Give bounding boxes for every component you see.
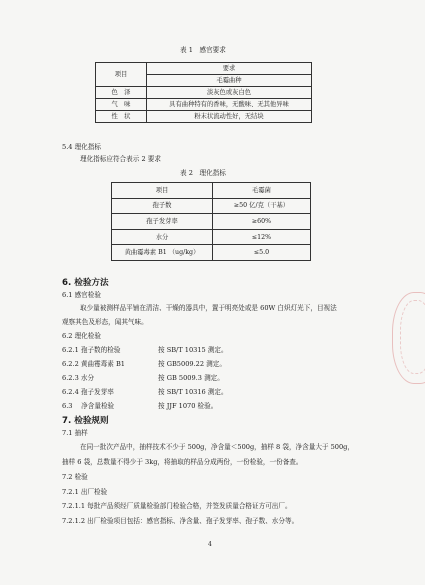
table1-row-item: 气 味	[96, 99, 147, 111]
page-number: 4	[208, 541, 212, 548]
test-item-label: 6.2.4 孢子发芽率	[62, 388, 114, 396]
table2-physicochemical-indicators	[111, 182, 311, 261]
section-7-heading: 7. 检验规则	[62, 416, 109, 426]
test-item-method: 按 SB/T 10315 测定。	[158, 346, 228, 354]
section-7-1-paragraph-line1: 在同一批次产品中，抽样技术不少于 500g，净含量＜500g，抽样 8 袋，净含量大于 500g，	[80, 443, 354, 451]
section-5-4-text: 理化指标应符合表示 2 要求	[80, 155, 161, 163]
table2-row-value: ≤12%	[213, 229, 311, 245]
test-item-label: 6.2.1 孢子数的检验	[62, 346, 121, 354]
section-5-4-heading: 5.4 理化指标	[62, 143, 101, 151]
test-item-label: 6.2.2 黄曲霉毒素 B1	[62, 360, 125, 368]
test-item-label: 6.3 净含量检验	[62, 402, 115, 410]
table2-head-item: 项目	[112, 183, 213, 199]
section-7-2-1-2-text: 7.2.1.2 出厂检验项目包括：感官指标、净含量、孢子发芽率、孢子数、水分等。	[62, 517, 299, 525]
table1-row-item: 性 状	[96, 111, 147, 123]
table1-row-value: 淡灰色或灰白色	[147, 87, 312, 99]
test-item-method: 按 SB/T 10316 测定。	[158, 388, 228, 396]
section-6-1-paragraph-line2: 观察其色及形态，闻其气味。	[62, 318, 148, 326]
table2-row-item: 孢子数	[112, 198, 213, 214]
table2-row-item: 孢子发芽率	[112, 214, 213, 230]
test-item-method: 按 JJF 1070 检验。	[158, 402, 218, 410]
section-6-2-heading: 6.2 理化检验	[62, 332, 101, 340]
section-7-1-paragraph-line2: 抽样 6 袋，总数量不得少于 3kg，将抽取的样品分成两份，一份检验，一份备查。	[62, 458, 303, 466]
table1-sensory-requirements	[95, 62, 312, 123]
seal-stamp-inner-ring	[400, 300, 425, 374]
test-item-method: 按 GB 5009.3 测定。	[158, 374, 224, 382]
section-6-heading: 6. 检验方法	[62, 278, 109, 288]
table1-head-item: 项目	[96, 63, 147, 87]
table2-row-value: ≥60%	[213, 214, 311, 230]
section-6-1-paragraph-line1: 取少量被测样品平铺在清洁、干燥的器具中，置于明亮处或是 60W 白炽灯光下，目视法	[80, 304, 337, 312]
table2-row-value: ≤5.0	[213, 245, 311, 261]
section-6-1-heading: 6.1 感官检验	[62, 291, 101, 299]
test-item-method: 按 GB5009.22 测定。	[158, 360, 226, 368]
table2-row-item: 黄曲霉毒素 B1 （ug/kg）	[112, 245, 213, 261]
section-7-2-1-1-text: 7.2.1.1 每批产品须经厂质量检验部门检验合格，并签发质量合格证方可出厂。	[62, 502, 292, 510]
table1-row-item: 色 泽	[96, 87, 147, 99]
table2-row-value: ≥50 亿/克（干基）	[213, 198, 311, 214]
table2-caption: 表 2 理化指标	[180, 169, 226, 177]
table1-caption: 表 1 感官要求	[180, 46, 226, 54]
table1-head-sub: 毛霉曲种	[147, 75, 312, 87]
section-7-2-heading: 7.2 检验	[62, 473, 88, 481]
table1-row-value: 粉末状流动性好，无结块	[147, 111, 312, 123]
table1-head-req: 要求	[147, 63, 312, 75]
table2-head-value: 毛霉菌	[213, 183, 311, 199]
section-7-2-1-heading: 7.2.1 出厂检验	[62, 488, 108, 496]
section-7-1-heading: 7.1 抽样	[62, 429, 88, 437]
table1-row-value: 具有曲种特有的香味，无酸味、无其他异味	[147, 99, 312, 111]
test-item-label: 6.2.3 水分	[62, 374, 95, 382]
table2-row-item: 水分	[112, 229, 213, 245]
